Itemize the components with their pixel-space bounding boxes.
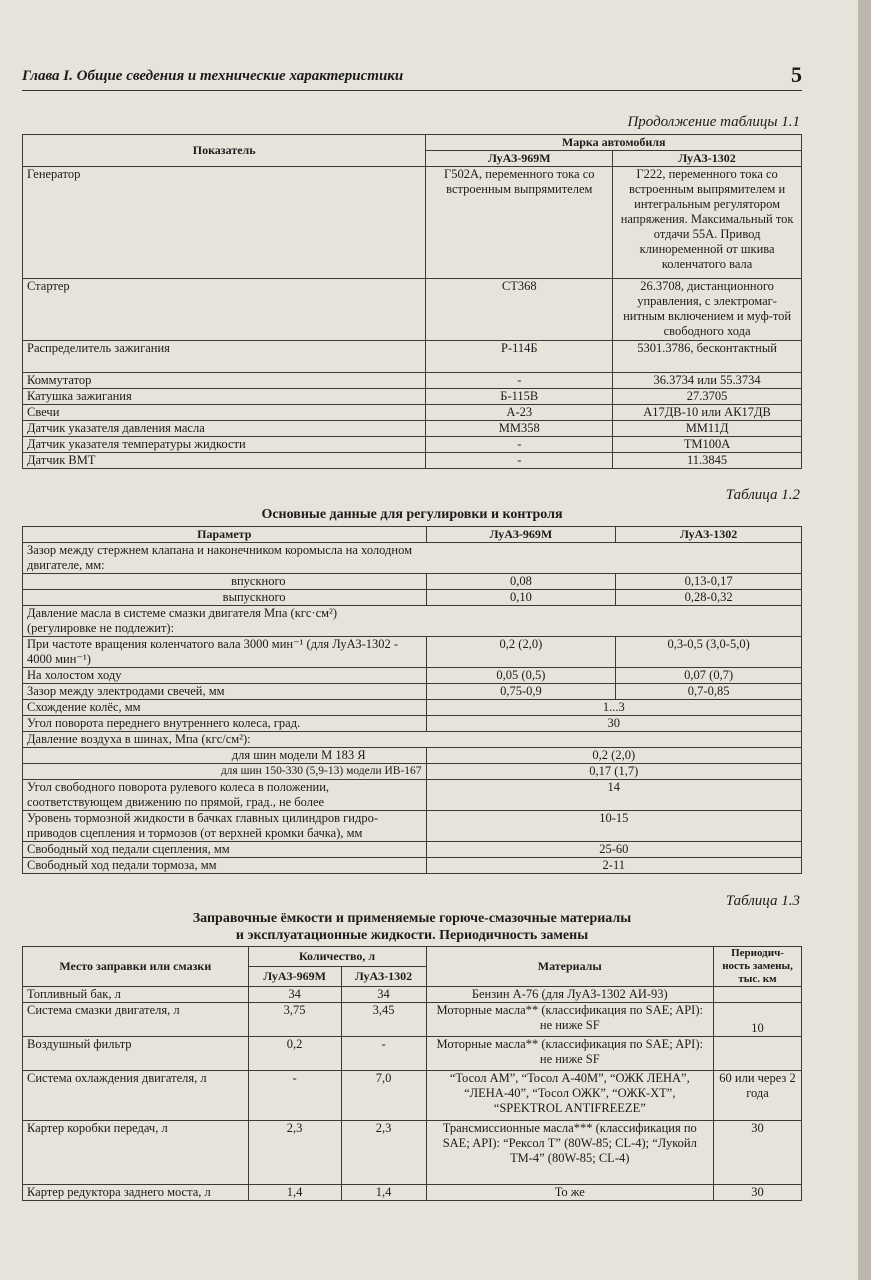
col-header-brand: Марка автомобиля — [426, 135, 802, 151]
cell-material: Моторные масла** (классификация по SAE; API): не ниже SF — [426, 1037, 714, 1071]
cell-param: Генератор — [23, 167, 426, 279]
table-row — [23, 748, 802, 764]
cell-value: 34 — [248, 987, 341, 1003]
col-header-luaz969m: ЛуАЗ-969М — [426, 151, 613, 167]
cell-period: 10 — [714, 1003, 802, 1037]
table3-title-line1: Заправочные ёмкости и применяемые горюче-смазочные материалы — [192, 911, 632, 926]
cell-value: 27.3705 — [613, 389, 802, 405]
table-row — [23, 842, 802, 858]
cell-place: Картер коробки передач, л — [23, 1121, 249, 1185]
cell-value: 0,75-0,9 — [426, 684, 616, 700]
table-row — [23, 590, 802, 606]
cell-value: А-23 — [426, 405, 613, 421]
table-row — [23, 732, 802, 748]
cell-param: впускного — [23, 574, 427, 590]
cell-value: Г502А, переменного тока со встроенным выпрямителем — [426, 167, 613, 279]
cell-value: 0,2 — [248, 1037, 341, 1071]
col-header-luaz1302: ЛуАЗ-1302 — [613, 151, 802, 167]
col-header-period: Периодич-ность замены, тыс. км — [714, 947, 802, 987]
cell-value: 3,45 — [341, 1003, 426, 1037]
cell-material: Моторные масла** (классификация по SAE; API): не ниже SF — [426, 1003, 714, 1037]
cell-param: Распределитель зажигания — [23, 341, 426, 373]
table-row — [23, 389, 802, 405]
table-row — [23, 453, 802, 469]
cell-value: СТ368 — [426, 279, 613, 341]
cell-material: Бензин А-76 (для ЛуАЗ-1302 АИ-93) — [426, 987, 714, 1003]
cell-param: Угол свободного поворота рулевого колеса в положении, соответствующем движению по прямой, град., не более — [23, 780, 427, 811]
cell-value: 30 — [426, 716, 801, 732]
cell-param: Зазор между стержнем клапана и наконечником коромысла на холодном двигателе, мм: — [23, 543, 802, 574]
cell-value: 3,75 — [248, 1003, 341, 1037]
table-row — [23, 700, 802, 716]
cell-param: Схождение колёс, мм — [23, 700, 427, 716]
cell-value: 0,7-0,85 — [616, 684, 802, 700]
cell-value: 10-15 — [426, 811, 801, 842]
table-row — [23, 373, 802, 389]
table-1-1 — [22, 134, 802, 469]
cell-value: 0,08 — [426, 574, 616, 590]
cell-value: 0,13-0,17 — [616, 574, 802, 590]
cell-value: - — [426, 453, 613, 469]
cell-param: Свечи — [23, 405, 426, 421]
col-header-luaz1302: ЛуАЗ-1302 — [341, 967, 426, 987]
col-header-qty: Количество, л — [248, 947, 426, 967]
cell-param: Датчик ВМТ — [23, 453, 426, 469]
cell-value: 0,07 (0,7) — [616, 668, 802, 684]
col-header-luaz969m: ЛуАЗ-969М — [426, 527, 616, 543]
cell-value: ММ358 — [426, 421, 613, 437]
table-row — [23, 987, 802, 1003]
cell-value: 36.3734 или 55.3734 — [613, 373, 802, 389]
table2-title: Основные данные для регулировки и контроля — [261, 507, 563, 522]
cell-value: 34 — [341, 987, 426, 1003]
table-row — [23, 1185, 802, 1201]
cell-param: Давление воздуха в шинах, Мпа (кгс/см²): — [23, 732, 802, 748]
table-row — [23, 668, 802, 684]
cell-value: 2-11 — [426, 858, 801, 874]
cell-period: 60 или через 2 года — [714, 1071, 802, 1121]
table-1-3 — [22, 946, 802, 1201]
cell-value: 2,3 — [341, 1121, 426, 1185]
cell-value: 1,4 — [248, 1185, 341, 1201]
cell-param: выпускного — [23, 590, 427, 606]
cell-value: - — [426, 437, 613, 453]
cell-value: 5301.3786, бесконтактный — [613, 341, 802, 373]
cell-place: Воздушный фильтр — [23, 1037, 249, 1071]
table-row — [23, 1037, 802, 1071]
cell-value: 25-60 — [426, 842, 801, 858]
cell-param: На холостом ходу — [23, 668, 427, 684]
table-row — [23, 637, 802, 668]
cell-value: Г222, переменного тока со встроенным выпрямителем и интегральным регулятором напряжения. Максимальный ток отдачи 55А. Привод клиноременной от шкива коленчатого вала — [613, 167, 802, 279]
cell-material: Трансмиссионные масла*** (классификация по SAE; API): “Рексол Т” (80W-85; CL-4); “Лукойл ТМ-4” (80W-85; CL-4) — [426, 1121, 714, 1185]
cell-param: Датчик указателя давления масла — [23, 421, 426, 437]
cell-value: ТМ100А — [613, 437, 802, 453]
table-row — [23, 858, 802, 874]
col-header-luaz969m: ЛуАЗ-969М — [248, 967, 341, 987]
col-header-place: Место заправки или смазки — [23, 947, 249, 987]
cell-value: 0,17 (1,7) — [426, 764, 801, 780]
chapter-title: Глава I. Общие сведения и технические характеристики — [22, 68, 404, 84]
col-header-param: Показатель — [23, 135, 426, 167]
cell-param: Коммутатор — [23, 373, 426, 389]
cell-value: ММ11Д — [613, 421, 802, 437]
col-header-materials: Материалы — [426, 947, 714, 987]
cell-param: Свободный ход педали сцепления, мм — [23, 842, 427, 858]
table-row — [23, 1071, 802, 1121]
table-row — [23, 606, 802, 637]
table-row — [23, 437, 802, 453]
table-row — [23, 279, 802, 341]
cell-period: 30 — [714, 1185, 802, 1201]
table-1-2 — [22, 526, 802, 874]
table3-title-line2: и эксплуатационные жидкости. Периодичность замены — [235, 928, 589, 943]
table3-caption: Таблица 1.3 — [725, 893, 800, 909]
table1-caption: Продолжение таблицы 1.1 — [627, 114, 800, 130]
cell-value: - — [248, 1071, 341, 1121]
cell-period: 30 — [714, 1121, 802, 1185]
cell-value: 2,3 — [248, 1121, 341, 1185]
table-row — [23, 167, 802, 279]
cell-param: Катушка зажигания — [23, 389, 426, 405]
cell-period — [714, 987, 802, 1003]
cell-place: Картер редуктора заднего моста, л — [23, 1185, 249, 1201]
cell-place: Система смазки двигателя, л — [23, 1003, 249, 1037]
cell-param: Уровень тормозной жидкости в бачках главных цилиндров гидро-приводов сцепления и тормозов (от верхней кромки бачка), мм — [23, 811, 427, 842]
page-number: 5 — [791, 62, 802, 87]
table-row — [23, 764, 802, 780]
table-row — [23, 780, 802, 811]
cell-value: Б-115В — [426, 389, 613, 405]
col-header-param: Параметр — [23, 527, 427, 543]
table-row — [23, 811, 802, 842]
table-row — [23, 405, 802, 421]
cell-value: - — [426, 373, 613, 389]
cell-place: Топливный бак, л — [23, 987, 249, 1003]
cell-value: 7,0 — [341, 1071, 426, 1121]
col-header-luaz1302: ЛуАЗ-1302 — [616, 527, 802, 543]
cell-material: “Тосол АМ”, “Тосол А-40М”, “ОЖК ЛЕНА”, “ЛЕНА-40”, “Тосол ОЖК”, “ОЖК-ХТ”, “SPEKTROL ANTIFREEZE” — [426, 1071, 714, 1121]
cell-param: для шин 150-330 (5,9-13) модели ИВ-167 — [23, 764, 427, 780]
table-row — [23, 684, 802, 700]
cell-param: Угол поворота переднего внутреннего колеса, град. — [23, 716, 427, 732]
cell-place: Система охлаждения двигателя, л — [23, 1071, 249, 1121]
cell-value: 0,2 (2,0) — [426, 637, 616, 668]
cell-period — [714, 1037, 802, 1071]
cell-param: Свободный ход педали тормоза, мм — [23, 858, 427, 874]
cell-param: Зазор между электродами свечей, мм — [23, 684, 427, 700]
table-row — [23, 421, 802, 437]
cell-value: 0,05 (0,5) — [426, 668, 616, 684]
cell-material: То же — [426, 1185, 714, 1201]
cell-param: Стартер — [23, 279, 426, 341]
cell-value: 14 — [426, 780, 801, 811]
running-header — [22, 64, 802, 91]
cell-value: 26.3708, дистанционного управления, с электромаг-нитным включением и муф-той свободного хода — [613, 279, 802, 341]
cell-param: для шин модели М 183 Я — [23, 748, 427, 764]
cell-value: А17ДВ-10 или АК17ДВ — [613, 405, 802, 421]
table-row — [23, 1003, 802, 1037]
cell-value: 1,4 — [341, 1185, 426, 1201]
cell-value: 0,10 — [426, 590, 616, 606]
cell-value: 0,28-0,32 — [616, 590, 802, 606]
table-row — [23, 341, 802, 373]
table-row — [23, 574, 802, 590]
cell-param: Давление масла в системе смазки двигателя Мпа (кгс·см²) (регулировке не подлежит): — [23, 606, 802, 637]
cell-value: Р-114Б — [426, 341, 613, 373]
cell-value: - — [341, 1037, 426, 1071]
cell-value: 1...3 — [426, 700, 801, 716]
cell-value: 0,2 (2,0) — [426, 748, 801, 764]
table-row — [23, 543, 802, 574]
cell-param: Датчик указателя температуры жидкости — [23, 437, 426, 453]
table-row — [23, 716, 802, 732]
cell-value: 11.3845 — [613, 453, 802, 469]
cell-value: 0,3-0,5 (3,0-5,0) — [616, 637, 802, 668]
cell-param: При частоте вращения коленчатого вала 3000 мин⁻¹ (для ЛуАЗ-1302 - 4000 мин⁻¹) — [23, 637, 427, 668]
table2-caption: Таблица 1.2 — [725, 487, 800, 503]
table-row — [23, 1121, 802, 1185]
page-edge-shadow — [858, 0, 871, 1280]
